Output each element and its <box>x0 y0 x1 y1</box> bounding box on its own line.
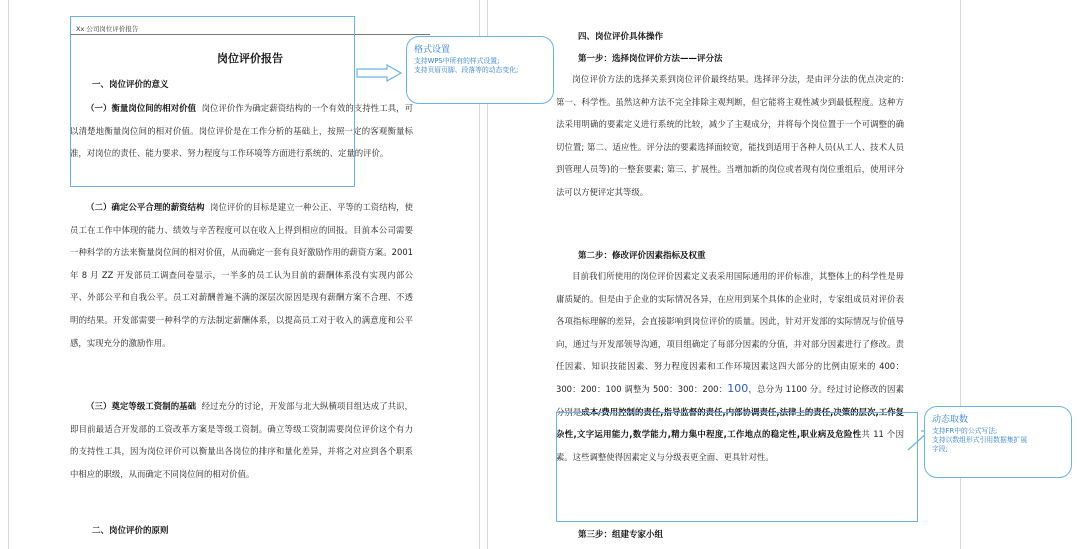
left-margin-line <box>8 0 9 549</box>
paragraph-2-title: （二）确定公平合理的薪资结构 <box>86 202 205 212</box>
step-2-bold-factors: 成本/费用控制的责任,指导监督的责任,内部协调责任,法律上的责任,决策的层次,工作复杂性,文字运用能力,数学能力,精力集中程度,工作地点的稳定性,职业病及危险性 <box>556 406 905 440</box>
page-header: Xx 公司岗位评价报告 <box>76 25 139 33</box>
step-2-text-a: 目前我们所使用的岗位评价因素定义表采用国际通用的评价标准，其整体上的科学性是毋庸质疑的。但是由于企业的实际情况各异，在应用到某个具体的企业时，专家组成员对评价表各项指标理解的差异，会直接影响到岗位评价的质量。因此，针对开发部的实际情况与价值导向，通过与开发部领导沟通，项目组确定了每部分因素的分值，并对部分因素进行了修改。责任因素、知识技能因素、努力程度因素和工作环境因素这四大部分的比例由原来的 400：300：200：100 调整为 500：300：200： <box>556 271 904 394</box>
step-2-text-b: ，总分为 1100 分。经过讨论修改的因素分别是 <box>556 383 904 417</box>
dynamic-callout-line-1: 支持FR中的公式写法; <box>932 427 998 435</box>
paragraph-3-title: （三）奠定等级工资制的基础 <box>86 401 197 411</box>
dynamic-callout <box>924 406 1072 478</box>
step-1-title: 第一步：选择岗位评价方法——评分法 <box>578 54 723 64</box>
dynamic-callout-title: 动态取数 <box>932 415 969 425</box>
section-heading-1: 一、岗位评价的意义 <box>92 80 169 90</box>
step-2-text-c: 共 11 个因素。这些调整使得因素定义与分级表更全面、更具针对性。 <box>556 429 904 462</box>
document-title: 岗位评价报告 <box>217 52 283 65</box>
section-heading-4: 四、岗位评价具体操作 <box>578 32 664 42</box>
format-callout-line-2: 支持页眉页脚、段落等的动态变化; <box>414 66 519 74</box>
dynamic-highlight-box <box>556 412 918 522</box>
paragraph-1-text: 岗位评价作为确定薪资结构的一个有效的支持性工具，可以清楚地衡量岗位间的相对价值。岗位评价是在工作分析的基础上，按照一定的客观衡量标准，对岗位的责任、能力要求、努力程度与工作环境等方面进行系统的、定量的评价。 <box>70 103 414 159</box>
paragraph-2-text: 岗位评价的目标是建立一种公正、平等的工资结构，使员工在工作中体现的能力、绩效与辛苦程度可以在收入上得到相应的回报。目前本公司需要一种科学的方法来衡量岗位间的相对价值，从而确定一套有良好激励作用的薪资方案。2001 年 8 月 ZZ 开发部员工调查问卷显示，一半多的员工认为目前的薪酬体系没有实现内部公平、外部公平和自我公平。员工对薪酬普遍不满的深层次原因是现有薪酬方案不合理、不透明的结果。开发部需要一种科学的方法制定薪酬体系，以提高员工对于收入的满意度和公平感，实现充分的激励作用。 <box>70 202 414 348</box>
format-arrow-icon <box>355 64 405 82</box>
format-highlight-box <box>70 16 355 187</box>
dynamic-callout-line-2: 支持以数组形式引用数据集扩展 <box>932 436 1028 444</box>
dynamic-callout-line-3: 字段; <box>932 445 948 453</box>
format-callout-line-1: 支持WPS中所有的样式设置; <box>414 57 500 65</box>
format-callout <box>406 36 554 104</box>
paragraph-2 <box>70 196 413 354</box>
step-1-text: 岗位评价方法的选择关系到岗位评价最终结果。选择评分法，是由评分法的优点决定的: 第一、科学性。虽然这种方法不完全排除主观判断，但它能将主观性减少到最低程度。这种方法采用明确的要素定义进行系统的比较，减少了主观成分，并将每个岗位置于一个可调整的确切位置; 第二、适应性。评分法的要素选择面较宽，能找到适用于各种人员(从工人、技术人员到管理人员等)的一整套要素; 第三、扩展性。当增加新的岗位或者现有岗位重组后，使用评分法可以方便评定其等级。 <box>556 74 904 197</box>
paragraph-1-title: （一）衡量岗位间的相对价值 <box>86 103 197 113</box>
step-2-title: 第二步：修改评价因素指标及权重 <box>578 251 706 261</box>
paragraph-3-text: 经过充分的讨论，开发部与北大纵横项目组达成了共识，即目前最适合开发部的工资改革方案是等级工资制。确立等级工资制需要岗位评价这个有力的支持性工具，因为岗位评价可以衡量出各岗位的排序和量化差异，并将之对应到各个职系中相应的职级，从而确定不同岗位间的相对价值。 <box>70 401 414 479</box>
step-1-paragraph <box>556 68 904 204</box>
section-heading-2: 二、岗位评价的原则 <box>92 526 169 536</box>
format-callout-title: 格式设置 <box>414 45 451 55</box>
paragraph-3 <box>70 395 413 485</box>
step-3-title: 第三步：组建专家小组 <box>578 530 664 540</box>
step-2-highlight-value: 100 <box>727 381 749 395</box>
